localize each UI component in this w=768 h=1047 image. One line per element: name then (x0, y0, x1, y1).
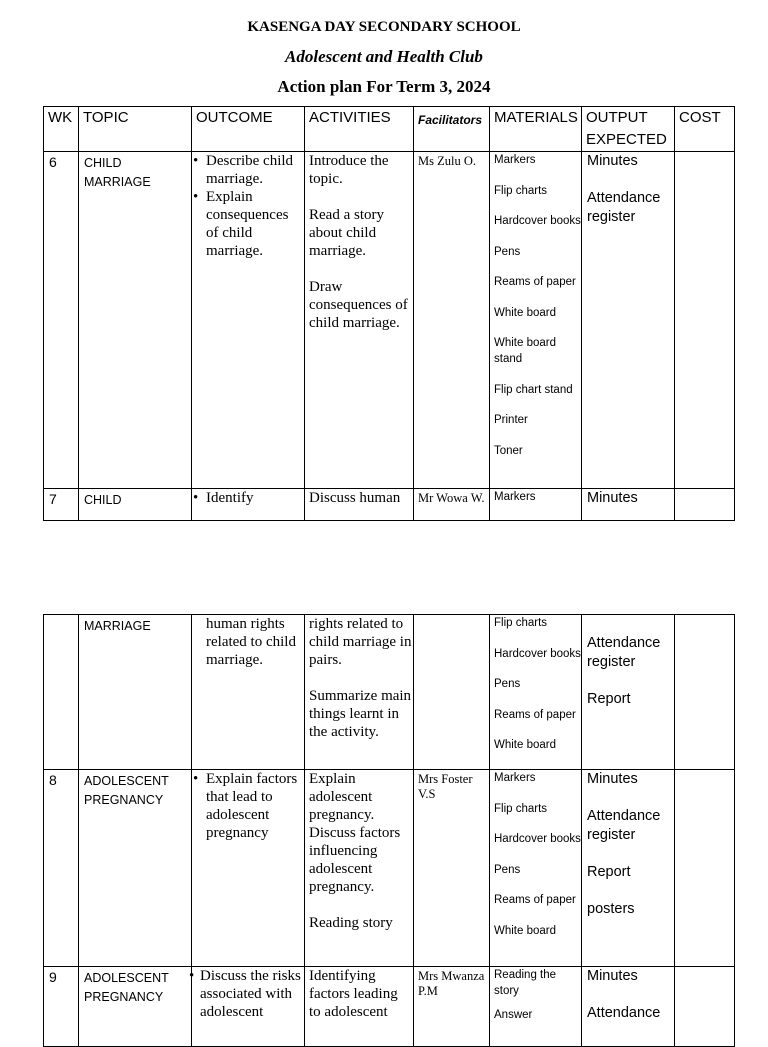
material-item: Reading the story (494, 969, 557, 997)
col-header-facilitators: Facilitators (414, 107, 490, 152)
week-number: 8 (44, 770, 79, 967)
table-row-week-8 (44, 770, 735, 967)
material-item: Markers (494, 772, 536, 784)
school-name: KASENGA DAY SECONDARY SCHOOL (247, 19, 521, 35)
materials-cell (490, 615, 582, 770)
table-row-week-7-continued (44, 615, 735, 770)
facilitator-cell: Mr Wowa W. (414, 489, 490, 521)
material-item: Reams of paper (494, 276, 576, 288)
outcome-bullet: • Explain factors that lead to adolescent pregnancy (193, 771, 298, 841)
club-name: Adolescent and Health Club (285, 47, 483, 66)
outcome-text: Explain consequences of child marriage. (206, 189, 289, 259)
week-number: 6 (44, 152, 79, 489)
col-header-output-expected (582, 107, 675, 152)
facilitator-cell: Ms Zulu O. (414, 152, 490, 489)
outcome-text: Describe child marriage. (206, 153, 294, 187)
topic-cell (79, 770, 192, 967)
output-item: Attendance (587, 1005, 661, 1021)
output-item: Minutes (587, 771, 638, 787)
outcome-cell (192, 152, 305, 489)
topic-line: PREGNANCY (84, 990, 164, 1004)
material-item: White board (494, 739, 557, 751)
material-item: Markers (494, 491, 536, 503)
activity-text: Read a story about child marriage. (309, 207, 384, 259)
activity-text: Introduce the topic. (309, 153, 389, 187)
materials-cell (490, 967, 582, 1047)
output-cell: Minutes (582, 489, 675, 521)
topic-line: MARRIAGE (84, 175, 151, 189)
material-item: Hardcover books (494, 215, 581, 227)
material-item: Pens (494, 678, 521, 690)
material-item: Toner (494, 444, 523, 457)
facilitator-cell: Mrs Foster V.S (414, 770, 490, 967)
outcome-bullet: • Explain consequences of child marriage. (193, 189, 289, 259)
cost-cell (675, 489, 735, 521)
facilitator-cell (414, 615, 490, 770)
action-plan-table-page-2 (43, 614, 735, 1047)
materials-cell (490, 770, 582, 967)
materials-cell (490, 152, 582, 489)
cost-cell (675, 967, 735, 1047)
outcome-bullet: • Identify (193, 490, 254, 506)
activity-text: rights related to child marriage in pairs. (309, 616, 412, 668)
table-row-week-9 (44, 967, 735, 1047)
outcome-text: human rights related to child marriage. (206, 616, 296, 668)
cost-cell (675, 770, 735, 967)
outcome-text: Discuss the risks associated with adolescent (200, 968, 301, 1020)
materials-cell (490, 489, 582, 521)
material-item: Reams of paper (494, 894, 576, 906)
outcome-text: Identify (206, 490, 254, 506)
col-header-cost: COST (675, 107, 735, 152)
activity-text: Reading story (309, 915, 393, 931)
material-item: Printer (494, 414, 528, 426)
material-item: Reams of paper (494, 708, 576, 721)
material-item: Answer (494, 1009, 533, 1021)
activities-cell (305, 770, 414, 967)
material-item: Flip charts (494, 184, 548, 197)
facilitator-cell: Mrs Mwanza P.M (414, 967, 490, 1047)
topic-cell: MARRIAGE (79, 615, 192, 770)
activity-text: Draw consequences of child marriage. (309, 279, 408, 331)
output-item: Minutes (587, 153, 638, 169)
week-number (44, 615, 79, 770)
outcome-bullet: • Discuss the risks associated with adolescent (189, 968, 301, 1020)
topic-cell: CHILD (79, 489, 192, 521)
material-item: Flip charts (494, 617, 548, 629)
material-item: Pens (494, 863, 521, 876)
outcome-cell (192, 489, 305, 521)
material-item: Markers (494, 154, 536, 166)
output-cell (582, 967, 675, 1047)
week-number: 9 (44, 967, 79, 1047)
output-cell (582, 770, 675, 967)
topic-line: PREGNANCY (84, 793, 164, 807)
table-row-week-7-start (44, 489, 735, 521)
output-item: Minutes (587, 968, 638, 984)
cost-cell (675, 152, 735, 489)
topic-line: ADOLESCENT (84, 774, 169, 788)
output-item: posters (587, 901, 635, 917)
activities-cell: Identifying factors leading to adolescent (305, 967, 414, 1047)
outcome-cell (192, 770, 305, 967)
activity-text: Summarize main things learnt in the activity. (309, 688, 412, 740)
material-item: White board (494, 924, 557, 937)
action-plan-table-page-1 (43, 106, 735, 521)
outcome-bullet: • Describe child marriage. (193, 153, 294, 187)
plan-title: Action plan For Term 3, 2024 (277, 77, 491, 96)
topic-line: CHILD (84, 156, 122, 170)
output-item: Report (587, 691, 631, 707)
output-cell (582, 152, 675, 489)
activities-cell (305, 615, 414, 770)
outcome-cell (189, 967, 305, 1047)
material-item: Hardcover books (494, 647, 581, 660)
col-header-outcome: OUTCOME (192, 107, 305, 152)
material-item: White board (494, 306, 557, 319)
col-header-wk: WK (44, 107, 79, 152)
topic-cell (79, 152, 192, 489)
col-header-activities: ACTIVITIES (305, 107, 414, 152)
week-number: 7 (44, 489, 79, 521)
material-item: Hardcover books (494, 833, 581, 845)
col-header-output-line2: EXPECTED (586, 131, 667, 148)
material-item: Pens (494, 245, 521, 258)
output-item: Report (587, 864, 631, 880)
material-item: Flip charts (494, 802, 548, 815)
col-header-output-line1: OUTPUT (586, 109, 648, 126)
topic-cell (79, 967, 192, 1047)
col-header-materials: MATERIALS (490, 107, 582, 152)
header-row (44, 107, 735, 152)
table-row-week-6 (44, 152, 735, 489)
output-cell (582, 615, 675, 770)
activities-cell (305, 152, 414, 489)
activities-cell: Discuss human (305, 489, 414, 521)
output-item: Attendance register (587, 635, 661, 670)
cost-cell (675, 615, 735, 770)
material-item: Flip chart stand (494, 383, 573, 396)
output-item: Attendance register (587, 808, 661, 843)
topic-line: ADOLESCENT (84, 971, 169, 985)
output-item: Attendance register (587, 190, 661, 225)
outcome-cell (192, 615, 305, 770)
activity-text: Explain adolescent pregnancy. Discuss factors influencing adolescent pregnancy. (309, 771, 401, 895)
col-header-topic: TOPIC (79, 107, 192, 152)
material-item: White board stand (494, 337, 557, 365)
outcome-text: Explain factors that lead to adolescent pregnancy (206, 771, 298, 841)
